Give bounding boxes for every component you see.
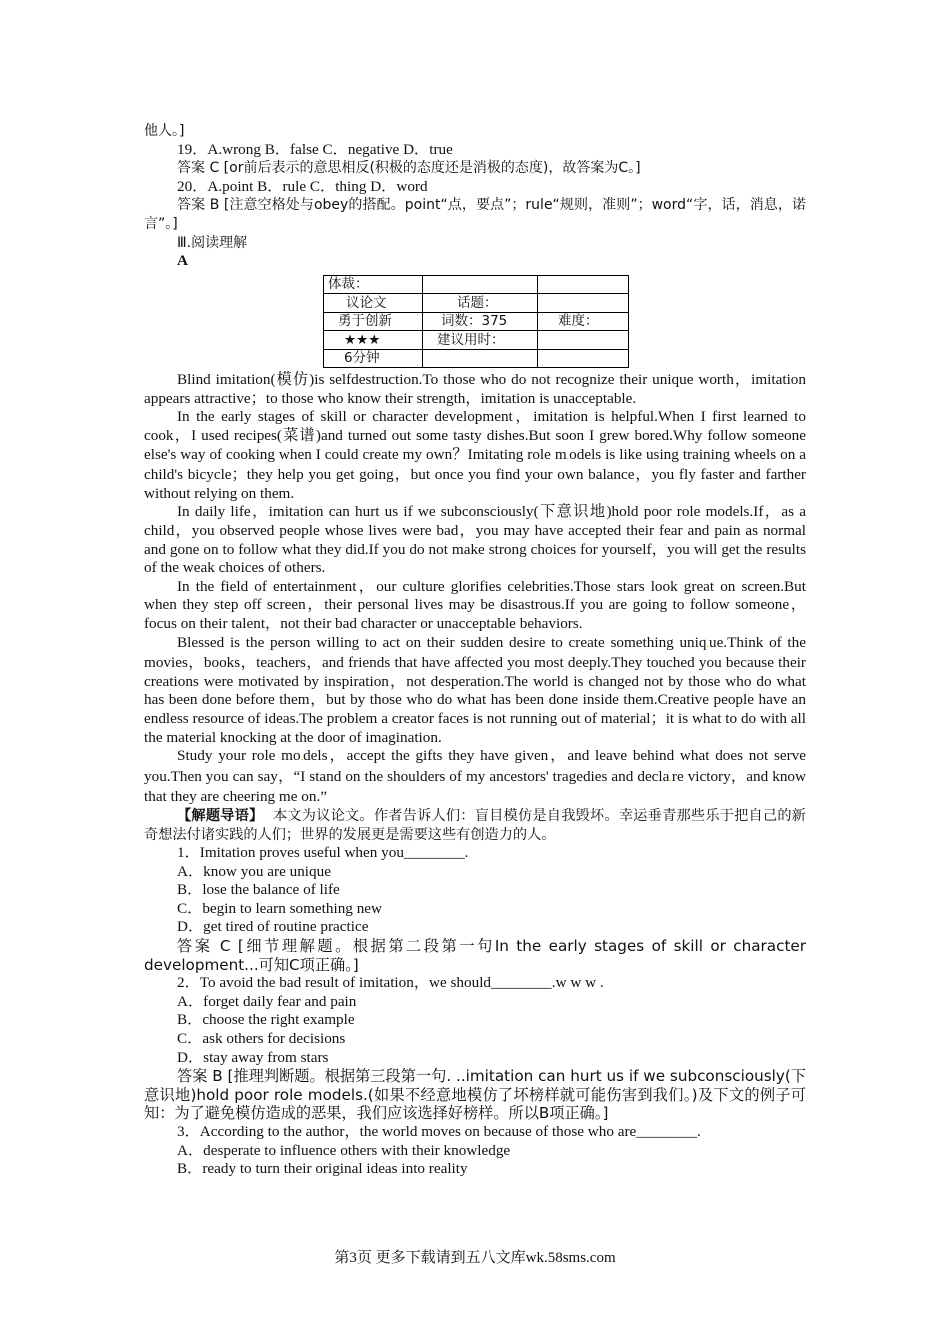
table-cell	[538, 349, 629, 368]
option-a: A．forget daily fear and pain	[177, 992, 357, 1010]
text-line: 他人。]	[144, 123, 185, 139]
table-cell	[423, 349, 538, 368]
table-cell: 勇于创新	[324, 312, 423, 331]
table-cell	[538, 275, 629, 294]
option-a: A．desperate to influence others with their knowledge	[177, 1141, 511, 1159]
table-cell: 建议用时：	[423, 331, 538, 350]
option-b: B．choose the right example	[177, 1011, 355, 1029]
answer-1: 答案 C [细节理解题。根据第二段第一句In the early stages of skill or character development...可知C项正确。]	[144, 937, 806, 974]
passage-paragraph: In the field of entertainment，our culture glorifies celebrities.Those stars look great on screen.But when they step off screen，their personal lives may be disastrous.If you are going to follow someone，focus on their talent，not their bad character or unacceptable behaviors.	[144, 577, 806, 632]
question-19: 19．A.wrong B．false C．negative D．true	[177, 140, 453, 158]
table-cell: 议论文	[324, 294, 423, 313]
mark-dot: .	[566, 450, 570, 462]
difficulty-stars: ★★★	[324, 331, 423, 350]
paragraph-text: In the early stages of skill or character development，imitation is helpful.When I first learned to cook，I used recipes(菜谱)and turned out some tasty dishes.But soon I grew bored.Why follow someone else's way of cooking when I could create my own？Imitating role m	[144, 408, 806, 463]
paragraph-text: dels，accept the gifts they have given，and leave behind what does not serve you.Then you can say，“I stand on the shoulders of my ancestors' tragedies and decla	[144, 747, 806, 785]
option-c: C．ask others for decisions	[177, 1030, 346, 1048]
passage-paragraph	[144, 634, 806, 748]
question-2: 2．To avoid the bad result of imitation，we should________.w w w .	[177, 974, 604, 992]
option-d: D．stay away from stars	[177, 1048, 329, 1066]
option-b: B．lose the balance of life	[177, 881, 340, 899]
mark-dot: .	[300, 752, 304, 764]
question-20: 20．A.point B．rule C．thing D．word	[177, 177, 428, 195]
passage-paragraph: In daily life，imitation can hurt us if we subconsciously(下意识地)hold poor role models.If，as a child，you observed people whose lives were bad，you may have accepted their fear and pain as normal and gone on to follow what they did.If you do not make strong choices for yourself，you will get the results of the weak choices of others.	[144, 503, 806, 577]
passage-info-table	[323, 275, 629, 369]
answer-2: 答案 B [推理判断题。根据第三段第一句. ..imitation can hurt us if we subconsciously(下意识地)hold poor role models.(如果不经意地模仿了坏榜样就可能伤害到我们。)及下文的例子可知：为了避免模仿造成的恶果，我们应该选择好榜样。所以B项正确。]	[144, 1067, 806, 1123]
table-cell: 词数：375	[423, 312, 538, 331]
answer-20: 答案 B [注意空格处与obey的搭配。point“点，要点”；rule“规则，准则”；word“字，话，消息，诺言”。]	[144, 197, 806, 232]
paragraph-text: Study your role mo	[177, 747, 301, 765]
passage-paragraph	[144, 408, 806, 503]
table-cell: 6分钟	[324, 349, 423, 368]
guide-text: 本文为议论文。作者告诉人们：盲目模仿是自我毁坏。幸运垂青那些乐于把自己的新奇想法付诸实践的人们；世界的发展更是需要这些有创造力的人。	[144, 807, 806, 843]
option-c: C．begin to learn something new	[177, 899, 382, 917]
option-b: B．ready to turn their original ideas into reality	[177, 1160, 468, 1178]
question-3: 3．According to the author，the world moves on because of those who are________.	[177, 1123, 701, 1140]
guide-label: 【解题导语】	[177, 807, 264, 824]
option-a: A．know you are unique	[177, 862, 331, 880]
table-cell	[538, 294, 629, 313]
section-heading: Ⅲ.阅读理解	[177, 234, 248, 251]
passage-paragraph	[144, 747, 806, 807]
table-cell: 难度：	[538, 312, 629, 331]
passage-label: A	[177, 252, 188, 270]
page-footer: 第3页 更多下载请到五八文库wk.58sms.com	[334, 1250, 616, 1266]
reading-guide	[144, 807, 806, 844]
mark-dot: .	[706, 638, 709, 650]
passage-paragraph: Blind imitation(模仿)is selfdestruction.To those who do not recognize their unique worth，imitation appears attractive；to those who know their strength，imitation is unacceptable.	[144, 371, 806, 407]
table-cell	[423, 275, 538, 294]
paragraph-text: odels is like using training wheels on a child's bicycle；they help you get going，but once you find your own balance，you fly faster and farther without relying on them.	[144, 445, 806, 502]
table-cell: 体裁：	[324, 275, 423, 294]
paragraph-text: ue.Think of the movies，books，teachers，and friends that have affected you most deeply.They touched you because their creations were motivated by inspiration，not desperation.The world is changed not by those who do what has been done before them，but by those who do what has been done inside them.Creative people have an endless resource of ideas.The problem a creator faces is not running out of material；it is what to do with all the material knocking at the door of imagination.	[144, 633, 806, 746]
question-1: 1．Imitation proves useful when you________.	[177, 844, 469, 862]
paragraph-text: re victory，and know that they are cheering me on.”	[144, 767, 806, 806]
mark-dot: .	[669, 772, 672, 784]
answer-19: 答案 C [or前后表示的意思相反(积极的态度还是消极的态度)，故答案为C。]	[177, 160, 641, 177]
document-body	[144, 122, 806, 1179]
option-d: D．get tired of routine practice	[177, 918, 369, 936]
table-cell: 话题：	[423, 294, 538, 313]
table-cell	[538, 331, 629, 350]
paragraph-text: Blessed is the person willing to act on their sudden desire to create something uniq	[177, 633, 707, 651]
